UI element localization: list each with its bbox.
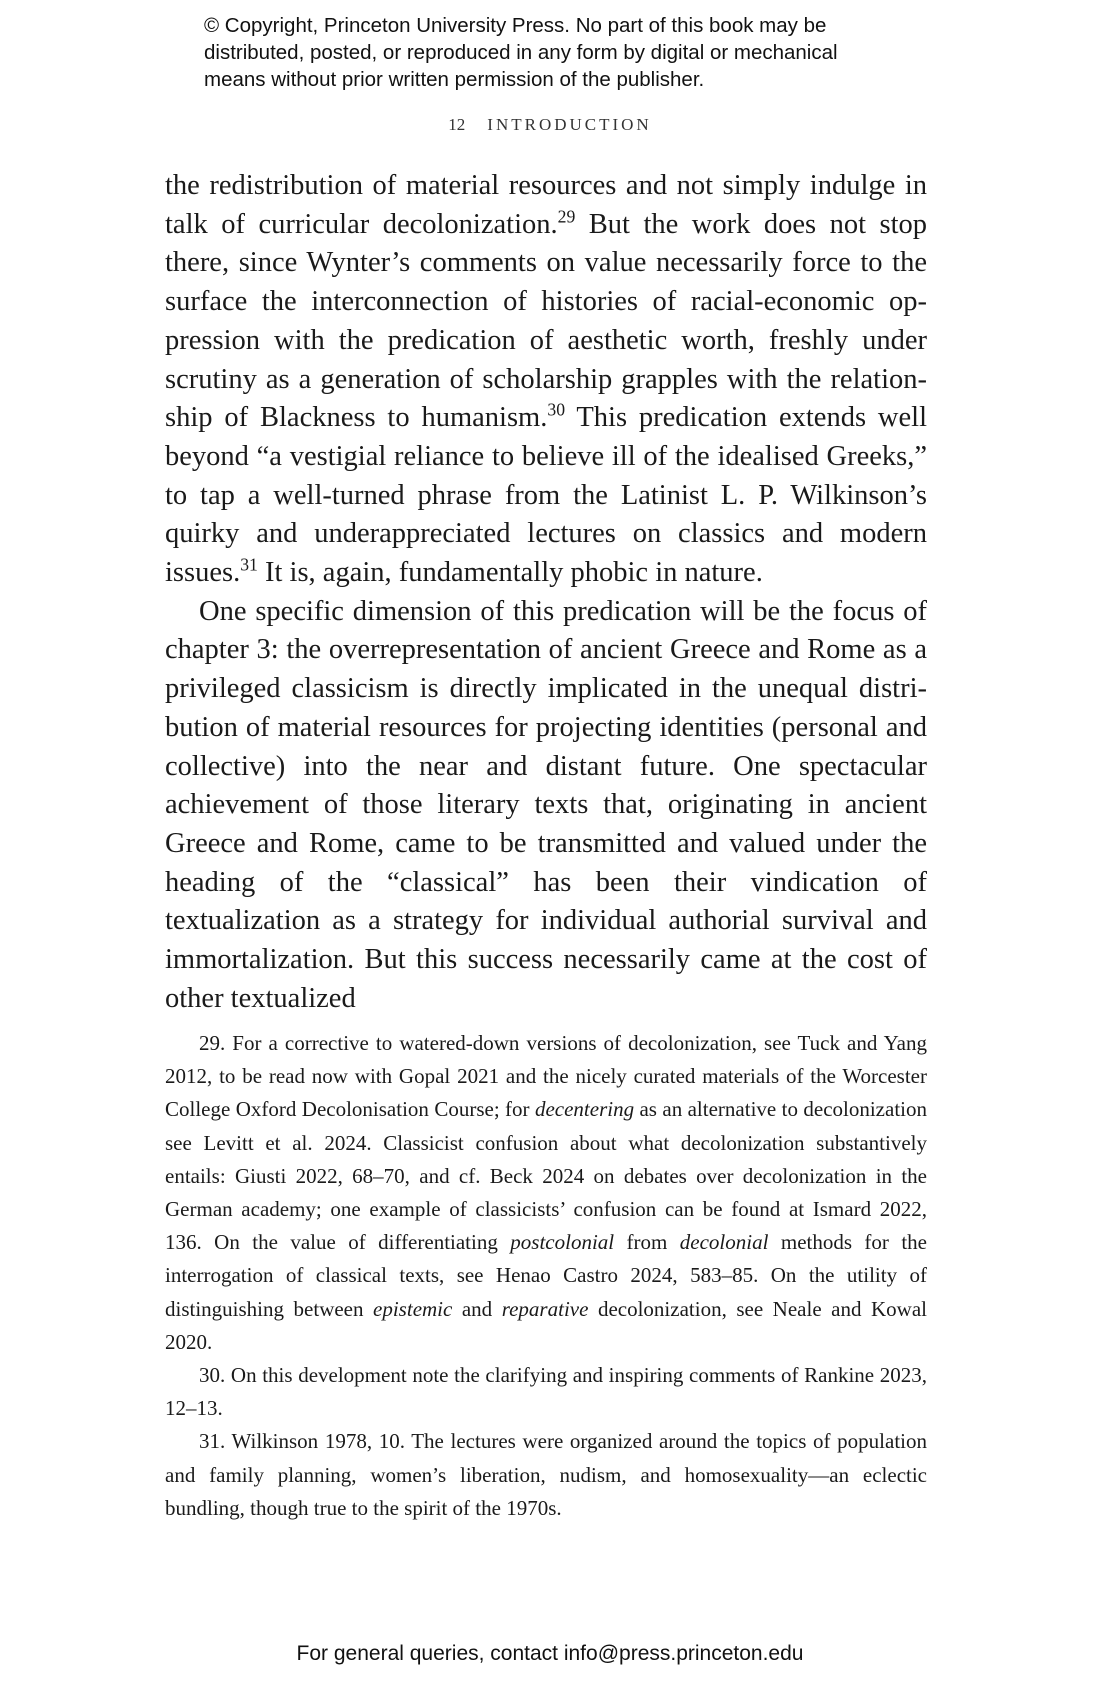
text-segment: This predication extends well beyond “a vestigial reliance to believe ill of the idealised Greeks,” to tap a well-turned phrase from the Latinist L. P. Wilkinson’s quirky and underappreciated lectures on classics and modern issues. <box>165 402 927 589</box>
main-text <box>165 167 927 1018</box>
footnote-text: from <box>614 1230 680 1255</box>
footnote-ref-30[interactable]: 30 <box>547 399 566 420</box>
copyright-line: distributed, posted, or reproduced in any form by digital or mechanical <box>204 41 838 64</box>
footnote-italic: postcolonial <box>510 1230 615 1255</box>
footnote-italic: decolonial <box>679 1230 769 1255</box>
footnote-text: methods for the interrogation of classical texts, see Henao Castro 2024, 583–85. On the utility of distinguishing between <box>165 1230 927 1321</box>
footnote-italic: decentering <box>534 1097 635 1122</box>
copyright-line: means without prior written permission of the publisher. <box>204 68 705 91</box>
footnote-29 <box>165 1027 927 1359</box>
footer-contact: For general queries, contact info@press.princeton.edu <box>296 1642 804 1665</box>
footnote-text: 29. For a corrective to watered-down versions of decolonization, see Tuck and Yang 2012, to be read now with Gopal 2021 and the nicely curated materials of the Worcester College Oxford Decolonisation Course; for <box>165 1031 927 1122</box>
text-segment: But the work does not stop there, since Wynter’s comments on value necessarily force to the surface the interconnection of histories of racial-economic oppression with the predication of aesthetic worth, freshly under scrutiny as a generation of scholarship grapples with the relationship of Blackness to humanism. <box>165 208 927 434</box>
running-head <box>0 115 1100 135</box>
body-paragraph <box>165 167 927 593</box>
footnote-text: as an alternative to decolonization see Levitt et al. 2024. Classicist confusion about what decolonization substantively entails: Giusti 2022, 68–70, and cf. Beck 2024 on debates over decolonization in the German academy; one example of classicists’ confusion can be found at Ismard 2022, 136. On the value of differentiating <box>165 1097 927 1255</box>
copyright-line: © Copyright, Princeton University Press. No part of this book may be <box>204 14 827 37</box>
footnote-ref-31[interactable]: 31 <box>240 554 258 575</box>
footnote-30: 30. On this development note the clarifying and inspiring comments of Rankine 2023, 12–13. <box>165 1363 927 1421</box>
copyright-notice <box>204 12 924 93</box>
footnote-italic: epistemic <box>373 1296 453 1321</box>
footnote-text: and <box>452 1296 502 1321</box>
footnotes <box>165 1027 927 1525</box>
text-segment: the redistribution of material resources and not simply indulge in talk of curricular decolonization. <box>165 170 927 240</box>
body-paragraph: One specific dimension of this predication will be the focus of chapter 3: the overrepresentation of ancient Greece and Rome as a privileged classicism is directly implicated in the unequal distribution of material resources for projecting identities (personal and collective) into the near and distant future. One spectacular achievement of those literary texts that, originating in ancient Greece and Rome, came to be transmitted and valued under the heading of the “classical” has been their vindication of textualization as a strategy for individual authorial survival and immortalization. But this success necessarily came at the cost of other textualized <box>165 595 927 1014</box>
footnote-ref-29[interactable]: 29 <box>557 206 576 227</box>
page-number: 12 <box>448 115 466 134</box>
text-segment: It is, again, fundamentally phobic in nature. <box>257 557 763 589</box>
footnote-text: decolonization, see Neale and Kowal 2020. <box>165 1296 927 1354</box>
footnote-31: 31. Wilkinson 1978, 10. The lectures were organized around the topics of population and family planning, women’s liberation, nudism, and homosexuality—an eclectic bundling, though true to the spirit of the 1970s. <box>165 1429 927 1520</box>
chapter-title: INTRODUCTION <box>487 115 652 134</box>
footnote-italic: reparative <box>501 1296 589 1321</box>
